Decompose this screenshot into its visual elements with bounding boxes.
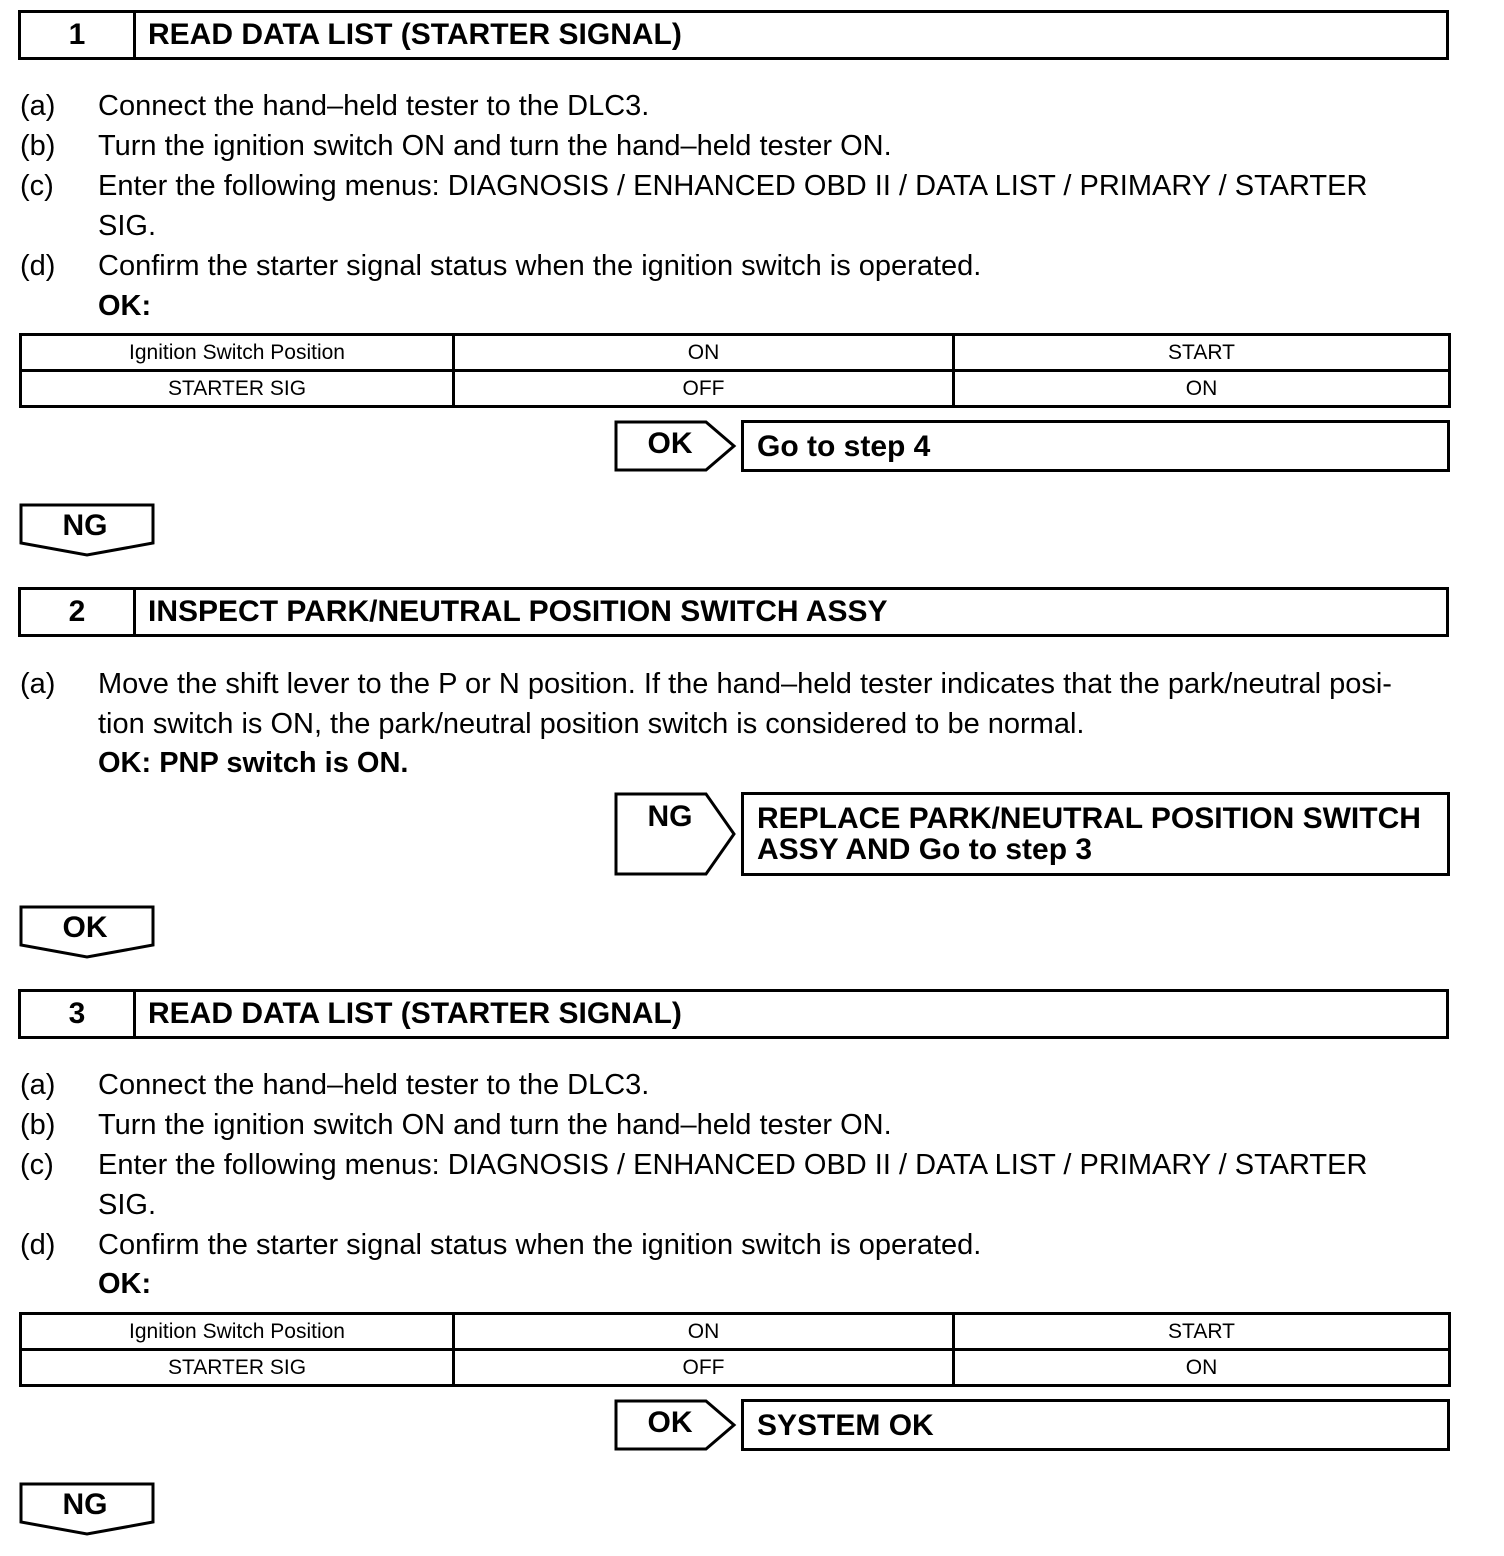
next-tag-label: OK xyxy=(62,911,108,944)
ok-criteria-label: OK: xyxy=(98,1268,152,1300)
item-label: (d) xyxy=(20,1229,56,1261)
result-tag-label: OK xyxy=(647,427,693,460)
instruction-a xyxy=(20,1065,649,1105)
step-number: 3 xyxy=(21,992,136,1036)
table-row xyxy=(21,1350,1450,1386)
item-text: Confirm the starter signal status when the ignition switch is operated. xyxy=(98,1229,982,1261)
item-text: Enter the following menus: DIAGNOSIS / ENHANCED OBD II / DATA LIST / PRIMARY / STARTER xyxy=(98,170,1368,202)
step-3-header xyxy=(18,989,1449,1039)
instruction-b xyxy=(20,126,892,166)
instruction-c xyxy=(20,1145,1367,1185)
item-text: Connect the hand–held tester to the DLC3. xyxy=(98,90,650,122)
table-cell: ON xyxy=(954,1350,1450,1386)
item-label: (a) xyxy=(20,90,56,122)
table-cell: Ignition Switch Position xyxy=(21,1314,454,1350)
step-title: INSPECT PARK/NEUTRAL POSITION SWITCH ASSY xyxy=(148,595,888,628)
table-row xyxy=(21,371,1450,407)
result-tag-label: NG xyxy=(647,800,693,833)
table-cell: OFF xyxy=(454,1350,954,1386)
result-text-line-2: ASSY AND Go to step 3 xyxy=(757,833,1093,866)
step-number: 1 xyxy=(21,13,136,57)
next-tag-label: NG xyxy=(62,1488,108,1521)
starter-signal-table xyxy=(19,1312,1451,1387)
table-cell: START xyxy=(954,335,1450,371)
step-title: READ DATA LIST (STARTER SIGNAL) xyxy=(148,997,682,1030)
item-label: (d) xyxy=(20,250,56,282)
result-tag-label: OK xyxy=(647,1406,693,1439)
instruction-a xyxy=(20,86,649,126)
step-2-ok-tag xyxy=(19,905,155,964)
result-box xyxy=(741,792,1450,876)
instruction-a xyxy=(20,664,1392,704)
instruction-c-continued: SIG. xyxy=(98,1189,157,1221)
instruction-a-continued: tion switch is ON, the park/neutral position switch is considered to be normal. xyxy=(98,708,1085,740)
item-label: (a) xyxy=(20,1069,56,1101)
table-cell: OFF xyxy=(454,371,954,407)
table-cell: ON xyxy=(454,1314,954,1350)
instruction-c-continued: SIG. xyxy=(98,210,157,242)
item-text: Turn the ignition switch ON and turn the hand–held tester ON. xyxy=(98,130,892,162)
item-text: Confirm the starter signal status when the ignition switch is operated. xyxy=(98,250,982,282)
step-1-ng-tag xyxy=(19,503,155,562)
item-text: Connect the hand–held tester to the DLC3. xyxy=(98,1069,650,1101)
table-cell: STARTER SIG xyxy=(21,371,454,407)
result-text-line-1: REPLACE PARK/NEUTRAL POSITION SWITCH xyxy=(757,802,1421,835)
next-tag-label: NG xyxy=(62,509,108,542)
instruction-c xyxy=(20,166,1367,206)
starter-signal-table xyxy=(19,333,1451,408)
table-row xyxy=(21,335,1450,371)
item-label: (c) xyxy=(20,170,54,202)
result-box: Go to step 4 xyxy=(741,420,1450,472)
step-3-ng-tag xyxy=(19,1482,155,1541)
table-cell: ON xyxy=(954,371,1450,407)
table-cell: STARTER SIG xyxy=(21,1350,454,1386)
item-text: Turn the ignition switch ON and turn the hand–held tester ON. xyxy=(98,1109,892,1141)
result-box: SYSTEM OK xyxy=(741,1399,1450,1451)
table-row xyxy=(21,1314,1450,1350)
step-title: READ DATA LIST (STARTER SIGNAL) xyxy=(148,18,682,51)
step-number: 2 xyxy=(21,590,136,634)
item-text: Enter the following menus: DIAGNOSIS / ENHANCED OBD II / DATA LIST / PRIMARY / STARTER xyxy=(98,1149,1368,1181)
item-label: (b) xyxy=(20,1109,56,1141)
item-text: Move the shift lever to the P or N position. If the hand–held tester indicates that the park/neutral posi- xyxy=(98,668,1392,700)
table-cell: Ignition Switch Position xyxy=(21,335,454,371)
step-1-header xyxy=(18,10,1449,60)
item-label: (b) xyxy=(20,130,56,162)
instruction-d xyxy=(20,1225,981,1265)
ok-criteria-label: OK: PNP switch is ON. xyxy=(98,747,409,779)
table-cell: ON xyxy=(454,335,954,371)
instruction-d xyxy=(20,246,981,286)
table-cell: START xyxy=(954,1314,1450,1350)
ok-criteria-label: OK: xyxy=(98,290,152,322)
item-label: (a) xyxy=(20,668,56,700)
step-2-header xyxy=(18,587,1449,637)
item-label: (c) xyxy=(20,1149,54,1181)
instruction-b xyxy=(20,1105,892,1145)
